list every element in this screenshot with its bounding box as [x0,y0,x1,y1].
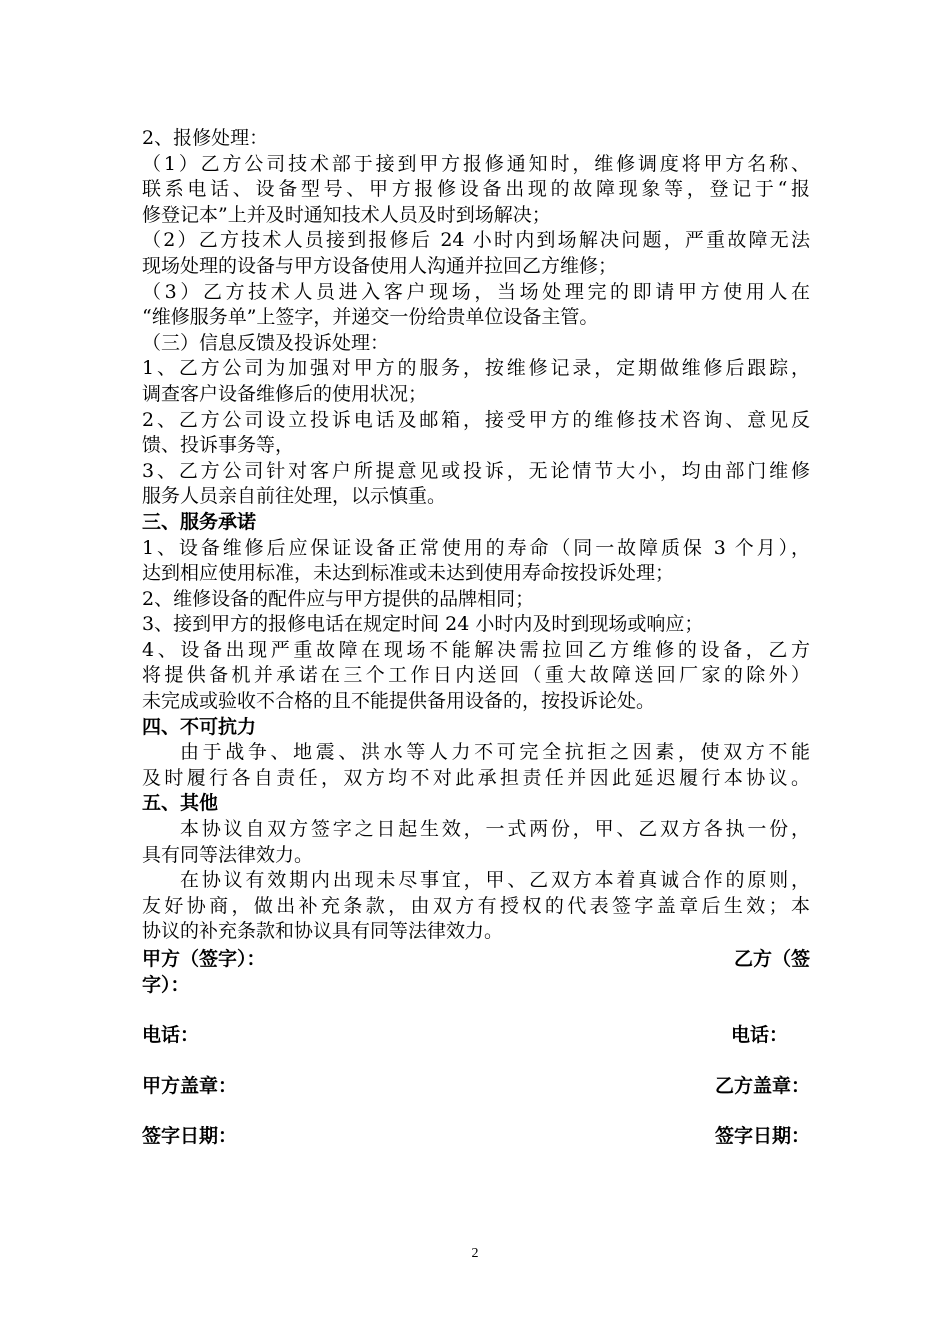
clause-other-1-line-1: 本协议自双方签字之日起生效，一式两份，甲、乙双方各执一份， [180,818,810,841]
clause-repair-handling-title: 2、报修处理： [142,127,269,149]
clause-repair-2-line-2: 现场处理的设备与甲方设备使用人沟通并拉回乙方维修； [142,254,618,277]
party-a-signature-label-continued: 字）： [142,973,190,996]
section-force-majeure-heading: 四、不可抗力 [142,715,257,738]
date-row [142,1121,810,1147]
party-a-seal-label: 甲方盖章： [142,1074,238,1097]
clause-repair-1-line-2: 联系电话、设备型号、甲方报修设备出现的故障现象等，登记于“报 [142,178,810,201]
clause-feedback-3-line-1: 3、乙方公司针对客户所提意见或投诉，无论情节大小，均由部门维修 [142,459,810,482]
clause-repair-1-line-3: 修登记本”上并及时通知技术人员及时到场解决； [142,203,551,226]
clause-commitment-3: 3、接到甲方的报修电话在规定时间 24 小时内及时到现场或响应； [142,613,704,636]
clause-repair-3-line-2: “维修服务单”上签字，并递交一份给贵单位设备主管。 [142,306,599,329]
clause-force-majeure-line-2: 及时履行各自责任，双方均不对此承担责任并因此延迟履行本协议。 [142,766,810,789]
clause-commitment-1-line-2: 达到相应使用标准，未达到标准或未达到使用寿命按投诉处理； [142,562,675,585]
signature-row-continued [142,970,810,996]
clause-feedback-1-line-1: 1、乙方公司为加强对甲方的服务，按维修记录，定期做维修后跟踪， [142,357,810,380]
clause-other-2-line-3: 协议的补充条款和协议具有同等法律效力。 [142,920,504,943]
party-b-signature-label: 乙方（签 [733,948,810,970]
clause-repair-3-line-1: （3）乙方技术人员进入客户现场，当场处理完的即请甲方使用人在 [142,280,810,303]
clause-feedback-2-line-2: 馈、投诉事务等， [142,434,295,457]
agreement-body [142,126,810,945]
clause-repair-1-line-1: （1）乙方公司技术部于接到甲方报修通知时，维修调度将甲方名称、 [142,152,810,175]
clause-commitment-4-line-2: 将提供备机并承诺在三个工作日内送回（重大故障送回厂家的除外） [142,664,810,687]
party-b-date-label: 签字日期： [714,1125,810,1148]
clause-commitment-2: 2、维修设备的配件应与甲方提供的品牌相同； [142,587,535,610]
section-other-heading: 五、其他 [142,792,219,815]
clause-force-majeure-line-1: 由于战争、地震、洪水等人力不可完全抗拒之因素，使双方不能 [180,741,810,764]
phone-row [142,1020,810,1046]
clause-feedback-2-line-1: 2、乙方公司设立投诉电话及邮箱，接受甲方的维修技术咨询、意见反 [142,408,810,431]
party-a-date-label: 签字日期： [142,1125,238,1148]
clause-other-2-line-2: 友好协商，做出补充条款，由双方有授权的代表签字盖章后生效；本 [142,894,810,917]
clause-other-2-line-1: 在协议有效期内出现未尽事宜，甲、乙双方本着真诚合作的原则， [180,869,810,892]
section-service-commitment-heading: 三、服务承诺 [142,510,257,533]
clause-commitment-4-line-3: 未完成或验收不合格的且不能提供备用设备的，按投诉论处。 [142,690,656,713]
clause-commitment-1-line-1: 1、设备维修后应保证设备正常使用的寿命（同一故障质保 3 个月）， [142,536,810,559]
party-b-phone-label: 电话： [730,1024,788,1047]
seal-row [142,1071,810,1097]
clause-feedback-1-line-2: 调查客户设备维修后的使用状况； [142,382,428,405]
party-a-signature-label: 甲方（签字）： [142,948,266,970]
clause-feedback-3-line-2: 服务人员亲自前往处理，以示慎重。 [142,485,447,508]
signature-block [142,944,810,1147]
party-a-phone-label: 电话： [142,1024,200,1047]
page-number: 2 [471,1246,479,1261]
party-b-seal-label: 乙方盖章： [714,1074,810,1097]
section-feedback-title: （三）信息反馈及投诉处理： [142,331,390,354]
clause-commitment-4-line-1: 4、设备出现严重故障在现场不能解决需拉回乙方维修的设备，乙方 [142,638,810,661]
signature-row [142,944,810,970]
clause-other-1-line-2: 具有同等法律效力。 [142,843,314,866]
clause-repair-2-line-1: （2）乙方技术人员接到报修后 24 小时内到场解决问题，严重故障无法 [142,229,810,252]
